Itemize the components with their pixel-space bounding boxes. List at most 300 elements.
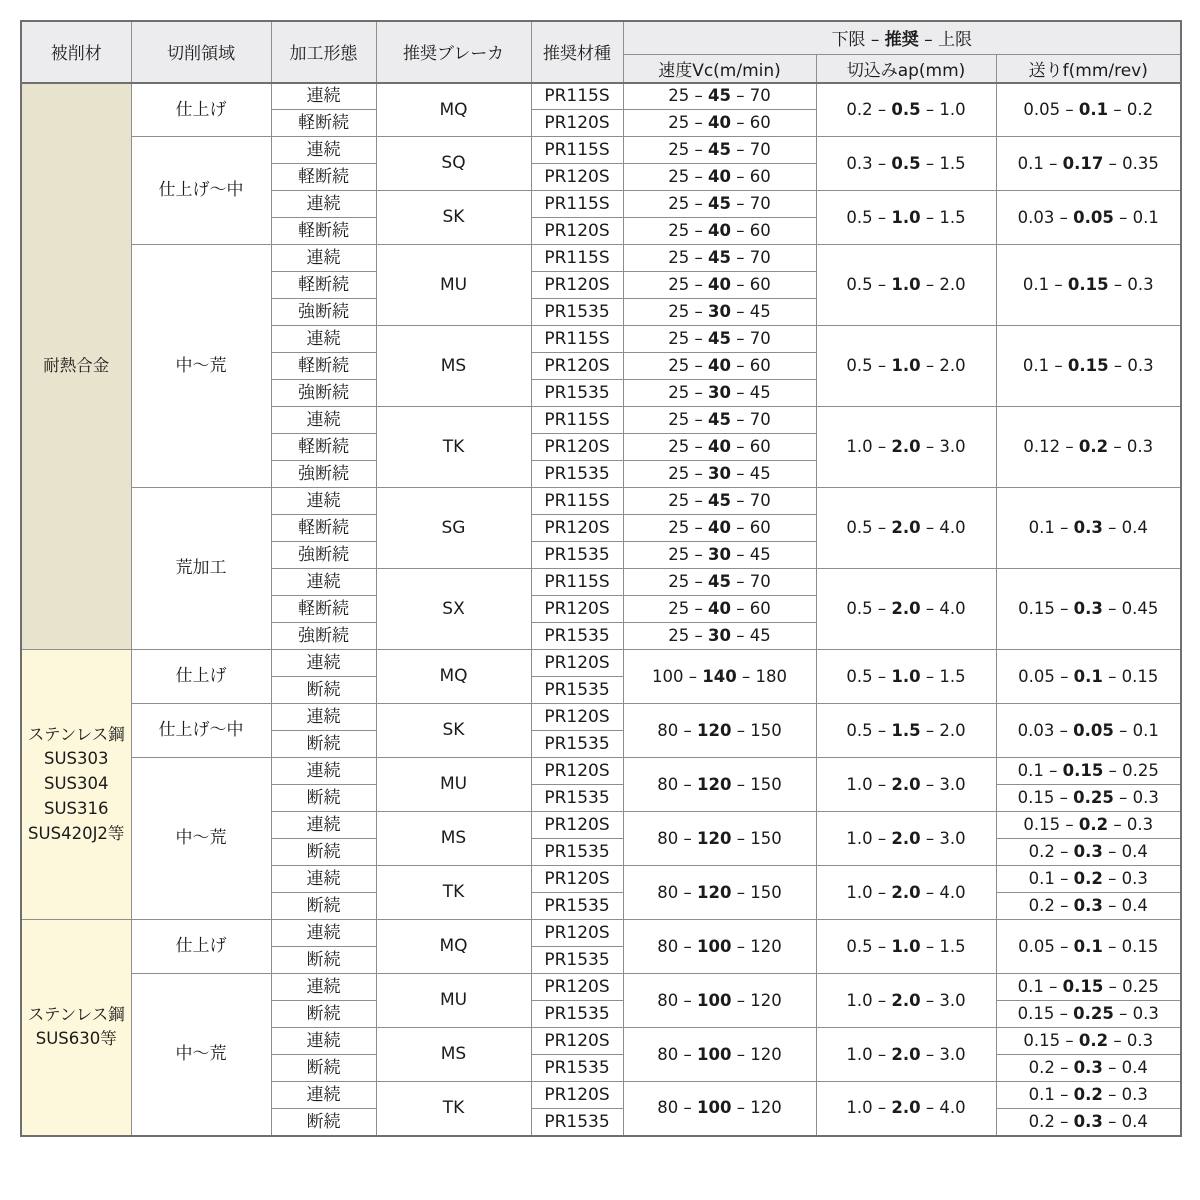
range-low: 25 –: [668, 194, 709, 214]
range-recommended: 0.2: [1078, 1031, 1109, 1051]
range-low: 25 –: [668, 491, 709, 511]
grade-cell: PR120S: [531, 974, 623, 1001]
breaker-cell: MS: [376, 812, 531, 866]
range-low: 0.03 –: [1017, 207, 1074, 227]
speed-cell: [623, 623, 816, 650]
breaker-cell: MU: [376, 245, 531, 326]
machining-form-cell: 連続: [271, 866, 376, 893]
range-recommended: 120: [697, 882, 732, 902]
grade-cell: PR1535: [531, 1109, 623, 1136]
grade-cell: PR120S: [531, 164, 623, 191]
range-recommended: 30: [708, 302, 731, 322]
range-high: – 150: [731, 720, 782, 740]
range-recommended: 100: [697, 936, 732, 956]
feed-cell: [996, 569, 1181, 650]
range-high: – 1.5: [920, 666, 966, 686]
range-recommended: 40: [708, 356, 731, 376]
feed-cell: [996, 785, 1181, 812]
range-recommended: 0.15: [1067, 275, 1109, 295]
range-high: – 0.3: [1102, 869, 1148, 889]
machining-form-cell: 強断続: [271, 461, 376, 488]
range-recommended: 45: [708, 248, 731, 268]
range-low: 1.0 –: [846, 828, 892, 848]
speed-cell: [623, 218, 816, 245]
range-recommended: 120: [697, 720, 732, 740]
breaker-cell: MQ: [376, 650, 531, 704]
range-low: 100 –: [652, 666, 703, 686]
range-high: – 60: [730, 599, 771, 619]
range-low: 0.1 –: [1028, 869, 1074, 889]
depth-of-cut-cell: [816, 1082, 996, 1136]
range-low: 25 –: [668, 167, 709, 187]
range-high: – 1.5: [920, 153, 966, 173]
machining-form-cell: 連続: [271, 974, 376, 1001]
range-recommended: 120: [697, 828, 732, 848]
grade-cell: PR1535: [531, 893, 623, 920]
range-low: 1.0 –: [846, 774, 892, 794]
grade-cell: PR1535: [531, 542, 623, 569]
grade-cell: PR1535: [531, 299, 623, 326]
range-recommended: 45: [708, 410, 731, 430]
range-recommended: 1.0: [891, 666, 921, 686]
range-low: 0.1 –: [1017, 761, 1063, 781]
range-high: – 0.25: [1103, 761, 1159, 781]
table-row: [21, 245, 1181, 272]
machining-form-cell: 軽断続: [271, 434, 376, 461]
range-low: 25 –: [668, 545, 709, 565]
cutting-area-column-header: 切削領域: [131, 21, 271, 83]
range-high: – 60: [730, 167, 771, 187]
range-low: 0.2 –: [1028, 1058, 1074, 1078]
range-low: 0.15 –: [1023, 815, 1079, 835]
grade-column-header: 推奨材種: [531, 21, 623, 83]
depth-of-cut-cell: [816, 326, 996, 407]
depth-of-cut-cell: [816, 1028, 996, 1082]
range-recommended: 100: [697, 990, 732, 1010]
depth-of-cut-cell: [816, 488, 996, 569]
grade-cell: PR115S: [531, 326, 623, 353]
machining-form-cell: 連続: [271, 569, 376, 596]
feed-cell: [996, 758, 1181, 785]
feed-cell: [996, 245, 1181, 326]
range-high: – 0.3: [1108, 356, 1154, 376]
range-low: 0.03 –: [1017, 720, 1074, 740]
range-recommended: 0.3: [1073, 842, 1103, 862]
range-recommended: 40: [708, 275, 731, 295]
range-high: – 0.3: [1113, 1004, 1159, 1024]
machining-form-cell: 軽断続: [271, 515, 376, 542]
range-low: 80 –: [657, 936, 698, 956]
range-high: – 0.4: [1102, 842, 1148, 862]
grade-cell: PR120S: [531, 596, 623, 623]
speed-cell: [623, 866, 816, 920]
speed-cell: [623, 164, 816, 191]
material-line: ステンレス鋼: [27, 1004, 125, 1024]
range-high: – 2.0: [920, 275, 966, 295]
table-row: [21, 83, 1181, 110]
cutting-conditions-table: [20, 20, 1182, 1137]
breaker-cell: MS: [376, 326, 531, 407]
machining-form-cell: 断続: [271, 1109, 376, 1136]
range-recommended: 0.05: [1073, 720, 1114, 740]
range-high: – 1.5: [920, 207, 966, 227]
range-recommended: 0.3: [1073, 1058, 1103, 1078]
speed-cell: [623, 650, 816, 704]
range-low: 0.5 –: [846, 356, 892, 376]
range-recommended: 推奨: [884, 30, 919, 51]
range-recommended: 0.2: [1073, 869, 1103, 889]
range-low: 0.5 –: [846, 720, 892, 740]
cutting-area-cell: 仕上げ～中: [131, 704, 271, 758]
range-low: 80 –: [657, 990, 698, 1010]
feed-cell: [996, 893, 1181, 920]
range-high: – 45: [730, 626, 771, 646]
range-high: – 70: [730, 248, 771, 268]
grade-cell: PR115S: [531, 245, 623, 272]
range-recommended: 2.0: [891, 518, 921, 538]
depth-of-cut-cell: [816, 650, 996, 704]
grade-cell: PR115S: [531, 83, 623, 110]
range-low: 25 –: [668, 140, 709, 160]
range-low: 80 –: [657, 1044, 698, 1064]
range-recommended: 100: [697, 1098, 732, 1118]
range-high: – 0.35: [1103, 153, 1159, 173]
range-recommended: 1.0: [891, 275, 921, 295]
range-low: 0.5 –: [846, 936, 892, 956]
range-low: 25 –: [668, 626, 709, 646]
range-high: – 4.0: [920, 1098, 966, 1118]
range-high: – 3.0: [920, 437, 966, 457]
cutting-area-cell: 仕上げ: [131, 83, 271, 137]
depth-of-cut-column-header: 切込みap(mm): [816, 54, 996, 83]
feed-cell: [996, 704, 1181, 758]
grade-cell: PR120S: [531, 515, 623, 542]
cutting-area-cell: 荒加工: [131, 488, 271, 650]
range-low: 0.1 –: [1022, 356, 1068, 376]
range-low: 25 –: [668, 518, 709, 538]
range-low: 25 –: [668, 356, 709, 376]
speed-cell: [623, 812, 816, 866]
range-high: – 0.15: [1102, 936, 1159, 956]
machining-form-cell: 軽断続: [271, 353, 376, 380]
range-high: – 0.15: [1102, 666, 1159, 686]
depth-of-cut-cell: [816, 920, 996, 974]
range-low: 0.05 –: [1023, 99, 1079, 119]
breaker-cell: SK: [376, 191, 531, 245]
machining-form-cell: 強断続: [271, 299, 376, 326]
breaker-cell: SX: [376, 569, 531, 650]
speed-cell: [623, 380, 816, 407]
speed-cell: [623, 758, 816, 812]
speed-cell: [623, 245, 816, 272]
breaker-cell: MQ: [376, 920, 531, 974]
speed-cell: [623, 542, 816, 569]
speed-cell: [623, 1082, 816, 1136]
machining-form-cell: 連続: [271, 407, 376, 434]
material-line: SUS630等: [35, 1029, 117, 1049]
speed-cell: [623, 1028, 816, 1082]
material-line: ステンレス鋼: [27, 724, 125, 744]
table-row: [21, 758, 1181, 785]
speed-cell: [623, 461, 816, 488]
range-low: 0.2 –: [846, 99, 892, 119]
range-recommended: 0.15: [1062, 761, 1104, 781]
range-recommended: 140: [702, 666, 737, 686]
machining-form-cell: 断続: [271, 893, 376, 920]
breaker-cell: MU: [376, 758, 531, 812]
range-recommended: 40: [708, 518, 731, 538]
range-high: – 0.3: [1108, 815, 1154, 835]
table-row: [21, 920, 1181, 947]
grade-cell: PR120S: [531, 812, 623, 839]
range-recommended: 2.0: [891, 882, 921, 902]
machining-form-cell: 連続: [271, 1028, 376, 1055]
range-low: 25 –: [668, 572, 709, 592]
feed-cell: [996, 1055, 1181, 1082]
speed-cell: [623, 299, 816, 326]
range-high: – 45: [730, 545, 771, 565]
range-high: – 150: [731, 828, 782, 848]
range-low: 0.2 –: [1028, 842, 1074, 862]
range-low: 0.5 –: [846, 207, 892, 227]
range-high: – 120: [731, 1098, 782, 1118]
speed-cell: [623, 569, 816, 596]
range-recommended: 45: [708, 140, 731, 160]
range-recommended: 0.3: [1073, 518, 1103, 538]
range-high: – 60: [730, 356, 771, 376]
grade-cell: PR120S: [531, 353, 623, 380]
breaker-cell: TK: [376, 407, 531, 488]
range-recommended: 0.1: [1078, 99, 1109, 119]
range-low: 0.2 –: [1028, 896, 1074, 916]
depth-of-cut-cell: [816, 704, 996, 758]
machining-form-cell: 軽断続: [271, 596, 376, 623]
range-high: – 3.0: [920, 774, 966, 794]
range-recommended: 2.0: [891, 1098, 921, 1118]
range-recommended: 0.15: [1062, 977, 1104, 997]
range-recommended: 0.2: [1078, 815, 1109, 835]
range-high: – 0.45: [1102, 599, 1159, 619]
range-low: 0.5 –: [846, 275, 892, 295]
depth-of-cut-cell: [816, 245, 996, 326]
machining-form-cell: 連続: [271, 191, 376, 218]
depth-of-cut-cell: [816, 866, 996, 920]
breaker-cell: MS: [376, 1028, 531, 1082]
machining-form-cell: 断続: [271, 785, 376, 812]
machining-form-cell: 連続: [271, 812, 376, 839]
feed-column-header: 送りf(mm/rev): [996, 54, 1181, 83]
grade-cell: PR120S: [531, 218, 623, 245]
range-recommended: 40: [708, 167, 731, 187]
feed-cell: [996, 1028, 1181, 1055]
range-low: 0.15 –: [1017, 1004, 1074, 1024]
range-recommended: 2.0: [891, 599, 921, 619]
range-high: – 45: [730, 302, 771, 322]
breaker-cell: SK: [376, 704, 531, 758]
machining-form-cell: 強断続: [271, 542, 376, 569]
range-recommended: 100: [697, 1044, 732, 1064]
machining-form-cell: 連続: [271, 920, 376, 947]
grade-cell: PR1535: [531, 839, 623, 866]
machining-form-column-header: 加工形態: [271, 21, 376, 83]
range-recommended: 45: [708, 329, 731, 349]
range-low: 0.1 –: [1028, 518, 1074, 538]
table-row: [21, 650, 1181, 677]
machining-form-cell: 軽断続: [271, 110, 376, 137]
table-row: [21, 704, 1181, 731]
speed-cell: [623, 272, 816, 299]
range-high: – 0.4: [1102, 896, 1148, 916]
grade-cell: PR1535: [531, 731, 623, 758]
material-cell: [21, 920, 131, 1136]
range-high: – 60: [730, 113, 771, 133]
range-recommended: 30: [708, 464, 731, 484]
range-high: – 0.2: [1108, 99, 1154, 119]
grade-cell: PR115S: [531, 488, 623, 515]
speed-column-header: 速度Vc(m/min): [623, 54, 816, 83]
range-recommended: 0.15: [1067, 356, 1109, 376]
range-high: – 150: [731, 882, 782, 902]
range-high: – 2.0: [920, 720, 966, 740]
range-high: – 70: [730, 194, 771, 214]
range-low: 0.15 –: [1017, 788, 1074, 808]
machining-form-cell: 断続: [271, 1055, 376, 1082]
range-recommended: 0.05: [1073, 207, 1114, 227]
range-high: – 70: [730, 140, 771, 160]
material-cell: [21, 650, 131, 920]
range-low: 1.0 –: [846, 882, 892, 902]
breaker-cell: SG: [376, 488, 531, 569]
range-high: – 2.0: [920, 356, 966, 376]
range-recommended: 0.25: [1073, 1004, 1114, 1024]
range-low: 1.0 –: [846, 437, 892, 457]
range-low: 0.1 –: [1028, 1085, 1074, 1105]
machining-form-cell: 連続: [271, 326, 376, 353]
range-recommended: 0.3: [1073, 599, 1103, 619]
range-recommended: 0.2: [1078, 437, 1109, 457]
range-low: 0.3 –: [846, 153, 892, 173]
range-high: – 0.3: [1108, 437, 1154, 457]
machining-form-cell: 連続: [271, 83, 376, 110]
cutting-area-cell: 仕上げ～中: [131, 137, 271, 245]
depth-of-cut-cell: [816, 569, 996, 650]
range-low: 0.05 –: [1018, 666, 1074, 686]
range-high: – 0.25: [1103, 977, 1159, 997]
speed-cell: [623, 488, 816, 515]
range-high: – 0.1: [1113, 207, 1159, 227]
range-recommended: 0.5: [891, 99, 921, 119]
speed-cell: [623, 191, 816, 218]
range-low: 25 –: [668, 275, 709, 295]
range-low: 1.0 –: [846, 1044, 892, 1064]
feed-cell: [996, 488, 1181, 569]
range-high: – 4.0: [920, 599, 966, 619]
cutting-area-cell: 中～荒: [131, 758, 271, 920]
range-high: – 70: [730, 572, 771, 592]
speed-cell: [623, 110, 816, 137]
range-low: 80 –: [657, 774, 698, 794]
range-low: 80 –: [657, 882, 698, 902]
range-recommended: 0.17: [1062, 153, 1104, 173]
machining-form-cell: 断続: [271, 677, 376, 704]
range-low: 25 –: [668, 86, 709, 106]
range-recommended: 120: [697, 774, 732, 794]
material-line: SUS420J2等: [28, 823, 125, 843]
range-low: 25 –: [668, 329, 709, 349]
range-high: – 70: [730, 410, 771, 430]
breaker-cell: MU: [376, 974, 531, 1028]
speed-cell: [623, 434, 816, 461]
table-row: [21, 137, 1181, 164]
range-recommended: 40: [708, 113, 731, 133]
range-high: – 3.0: [920, 828, 966, 848]
grade-cell: PR120S: [531, 1082, 623, 1109]
feed-cell: [996, 839, 1181, 866]
grade-cell: PR1535: [531, 1055, 623, 1082]
limits-header: [623, 21, 1181, 54]
grade-cell: PR120S: [531, 110, 623, 137]
range-low: 0.15 –: [1018, 599, 1074, 619]
range-high: – 0.4: [1102, 1058, 1148, 1078]
range-low: 25 –: [668, 599, 709, 619]
speed-cell: [623, 407, 816, 434]
range-low: 0.05 –: [1018, 936, 1074, 956]
range-high: – 180: [736, 666, 787, 686]
material-line: 耐熱合金: [43, 355, 110, 375]
grade-cell: PR120S: [531, 650, 623, 677]
range-recommended: 45: [708, 194, 731, 214]
grade-cell: PR1535: [531, 461, 623, 488]
range-low: 80 –: [657, 1098, 698, 1118]
range-low: 80 –: [657, 828, 698, 848]
feed-cell: [996, 137, 1181, 191]
depth-of-cut-cell: [816, 974, 996, 1028]
machining-form-cell: 断続: [271, 947, 376, 974]
range-high: – 3.0: [920, 1044, 966, 1064]
range-recommended: 0.1: [1073, 666, 1103, 686]
grade-cell: PR120S: [531, 1028, 623, 1055]
feed-cell: [996, 407, 1181, 488]
range-low: 25 –: [668, 113, 709, 133]
speed-cell: [623, 704, 816, 758]
range-recommended: 45: [708, 86, 731, 106]
machining-form-cell: 連続: [271, 650, 376, 677]
machining-form-cell: 連続: [271, 137, 376, 164]
table-row: [21, 488, 1181, 515]
range-low: 1.0 –: [846, 990, 892, 1010]
range-high: – 0.4: [1102, 1111, 1148, 1131]
grade-cell: PR115S: [531, 191, 623, 218]
range-low: 0.5 –: [846, 518, 892, 538]
speed-cell: [623, 515, 816, 542]
range-low: 1.0 –: [846, 1098, 892, 1118]
range-low: 下限 –: [831, 30, 885, 51]
depth-of-cut-cell: [816, 83, 996, 137]
machining-form-cell: 強断続: [271, 623, 376, 650]
range-low: 0.1 –: [1017, 153, 1063, 173]
range-recommended: 0.3: [1073, 1111, 1103, 1131]
machining-form-cell: 連続: [271, 758, 376, 785]
breaker-cell: SQ: [376, 137, 531, 191]
speed-cell: [623, 920, 816, 974]
speed-cell: [623, 353, 816, 380]
speed-cell: [623, 137, 816, 164]
range-recommended: 1.5: [891, 720, 921, 740]
grade-cell: PR1535: [531, 947, 623, 974]
range-recommended: 30: [708, 383, 731, 403]
machining-form-cell: 連続: [271, 245, 376, 272]
range-recommended: 2.0: [891, 774, 921, 794]
